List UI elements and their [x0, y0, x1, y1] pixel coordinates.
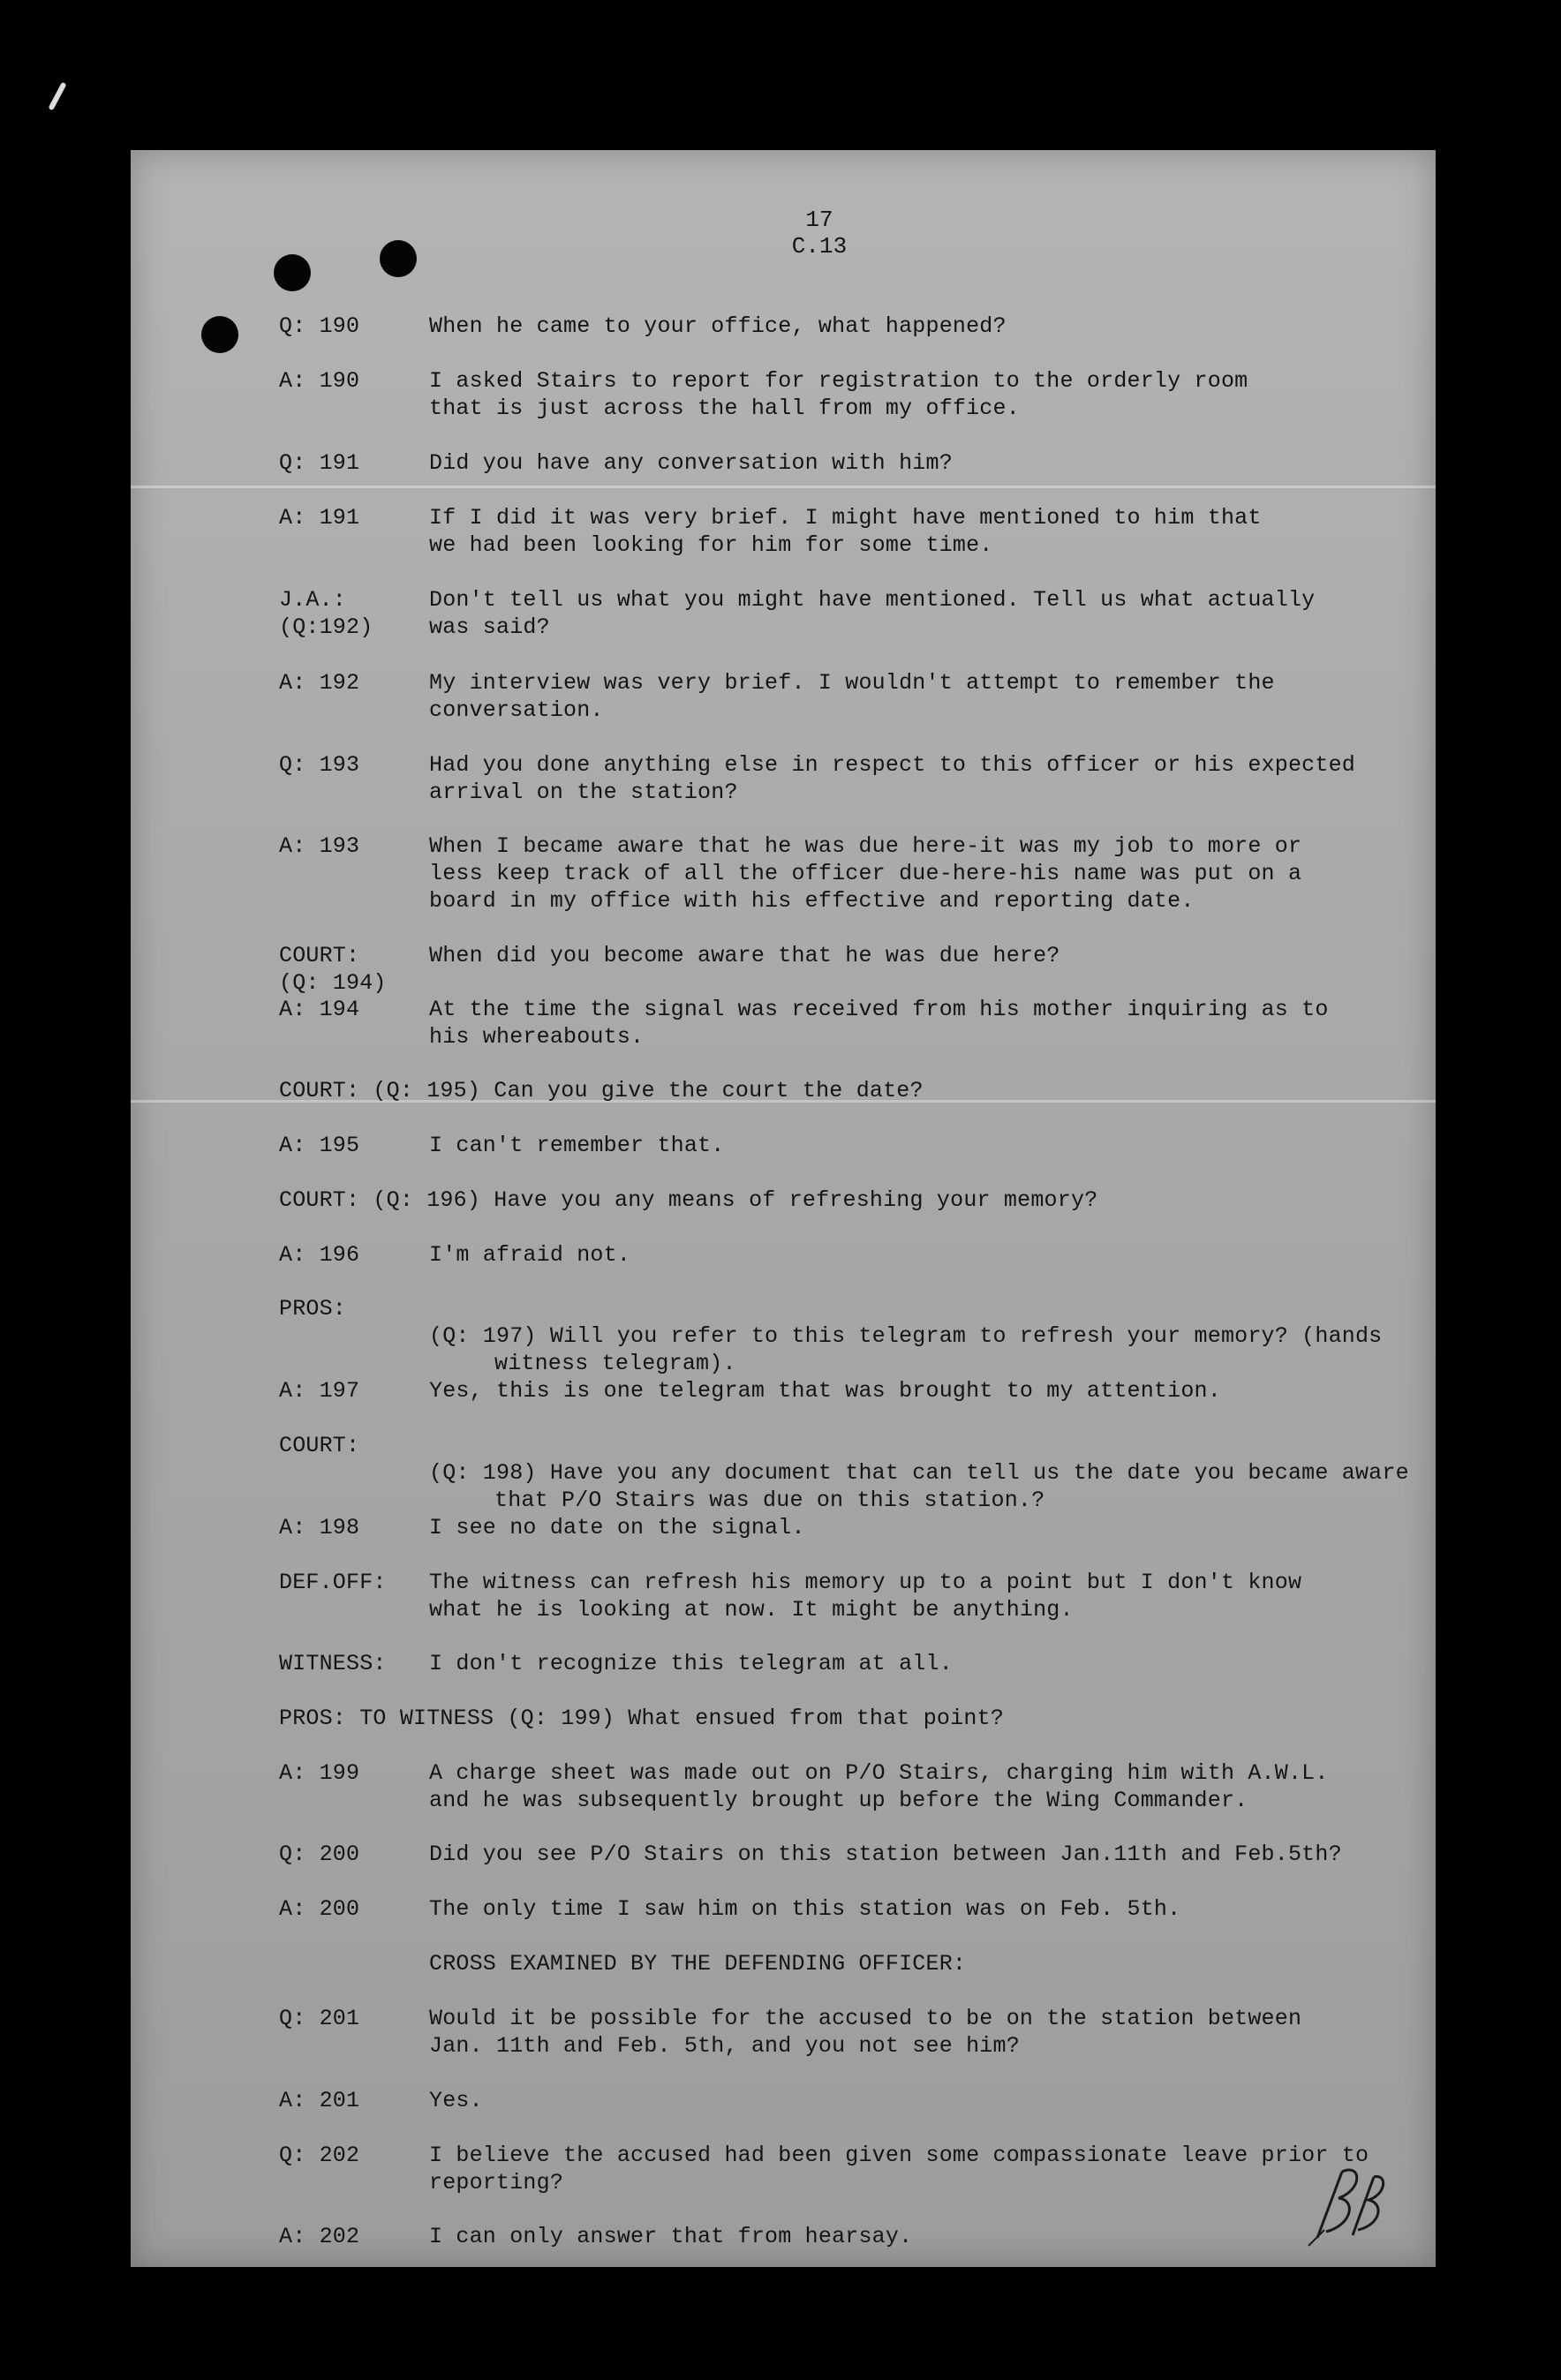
entry-text: Yes, this is one telegram that was brought to my attention. — [429, 1378, 1221, 1404]
transcript-entry — [279, 1895, 1418, 1923]
transcript-entry — [279, 1241, 1418, 1269]
entry-label: Q: 193 — [279, 752, 360, 778]
entry-label: A: 200 — [279, 1896, 360, 1922]
entry-text: PROS: TO WITNESS (Q: 199) What ensued from that point? — [279, 1706, 1004, 1731]
entry-text: The witness can refresh his memory up to a point but I don't know what he is looking at now. It might be anything. — [429, 1570, 1302, 1623]
transcript-entry — [279, 586, 1418, 641]
document-page — [131, 150, 1436, 2267]
transcript-entry — [279, 1186, 1418, 1214]
entry-text-line: (Q: 197) Will you refer to this telegram to refresh your memory? (hands — [429, 1323, 1383, 1349]
handwritten-initials — [1300, 2154, 1397, 2251]
transcript-entry — [279, 832, 1418, 915]
transcript-entry — [279, 1514, 1418, 1541]
entry-label: Q: 191 — [279, 450, 360, 476]
entry-label: COURT: (Q: 194) — [279, 943, 387, 996]
entry-text: When did you become aware that he was due here? — [429, 943, 1060, 968]
entry-text: The only time I saw him on this station was on Feb. 5th. — [429, 1896, 1181, 1922]
entry-text: I can't remember that. — [429, 1133, 725, 1158]
entry-text: COURT: (Q: 195) Can you give the court the date? — [279, 1078, 924, 1103]
entry-text-line: (Q: 198) Have you any document that can tell us the date you became aware — [429, 1460, 1409, 1486]
transcript-entry — [279, 1132, 1418, 1159]
transcript-entry — [279, 1377, 1418, 1405]
transcript-entry — [279, 2005, 1418, 2060]
entry-label: DEF.OFF: — [279, 1570, 387, 1595]
punch-hole — [274, 254, 311, 291]
entry-text: Did you have any conversation with him? — [429, 450, 953, 476]
page-number-sub: C.13 — [791, 233, 848, 260]
transcript-entry — [279, 313, 1418, 340]
transcript-entry — [279, 751, 1418, 806]
entry-text-continuation: witness telegram). — [494, 1351, 736, 1376]
entry-label: A: 198 — [279, 1515, 360, 1540]
entry-text: If I did it was very brief. I might have mentioned to him that we had been looking for him for some time. — [429, 505, 1262, 558]
entry-text: I see no date on the signal. — [429, 1515, 805, 1540]
entry-text: Yes. — [429, 2088, 483, 2113]
entry-text: Don't tell us what you might have mentioned. Tell us what actually was said? — [429, 587, 1316, 640]
entry-text: Had you done anything else in respect to this officer or his expected arrival on the station? — [429, 752, 1355, 805]
transcript-entry — [279, 2087, 1418, 2114]
entry-text: When he came to your office, what happened? — [429, 313, 1007, 339]
entry-text: When I became aware that he was due here-it was my job to more or less keep track of all the officer due-here-his name was put on a board in my office with his effective and reporting date. — [429, 833, 1302, 914]
entry-text: I believe the accused had been given some compassionate leave prior to reporting? — [429, 2143, 1369, 2195]
entry-label: A: 195 — [279, 1133, 360, 1158]
transcript-entry — [279, 1705, 1418, 1732]
transcript-entry — [279, 504, 1418, 559]
transcript-entry — [279, 669, 1418, 724]
entry-label: COURT: — [279, 1433, 360, 1458]
entry-label: WITNESS: — [279, 1651, 387, 1676]
entry-text: I can only answer that from hearsay. — [429, 2224, 913, 2249]
transcript-entry — [279, 1841, 1418, 1868]
entry-text: COURT: (Q: 196) Have you any means of refreshing your memory? — [279, 1187, 1098, 1213]
entry-text: At the time the signal was received from his mother inquiring as to his whereabouts. — [429, 997, 1329, 1050]
page-fold-line — [131, 486, 1436, 488]
transcript-entry — [279, 1077, 1418, 1104]
entry-text: I don't recognize this telegram at all. — [429, 1651, 953, 1676]
entry-label: A: 192 — [279, 670, 360, 696]
entry-label: A: 190 — [279, 368, 360, 394]
entry-text: Would it be possible for the accused to be on the station between Jan. 11th and Feb. 5th, and you not see him? — [429, 2006, 1302, 2059]
entry-label: PROS: — [279, 1296, 347, 1322]
entry-label: Q: 200 — [279, 1841, 360, 1867]
scan-mark — [48, 82, 66, 111]
entry-label: A: 201 — [279, 2088, 360, 2113]
entry-label: Q: 201 — [279, 2006, 360, 2031]
entry-label: A: 197 — [279, 1378, 360, 1404]
entry-text: I'm afraid not. — [429, 1242, 631, 1268]
entry-text-continuation: that P/O Stairs was due on this station.? — [494, 1488, 1045, 1513]
transcript-entry — [279, 449, 1418, 477]
entry-text: Did you see P/O Stairs on this station between Jan.11th and Feb.5th? — [429, 1841, 1342, 1867]
entry-label: A: 193 — [279, 833, 360, 859]
entry-label: A: 199 — [279, 1760, 360, 1786]
transcript-entry — [279, 2142, 1418, 2196]
section-heading-text: CROSS EXAMINED BY THE DEFENDING OFFICER: — [429, 1951, 967, 1977]
entry-text: My interview was very brief. I wouldn't attempt to remember the conversation. — [429, 670, 1275, 723]
page-number — [784, 207, 855, 260]
transcript-entry — [279, 942, 1418, 996]
transcript-entry — [279, 367, 1418, 422]
section-heading — [279, 1950, 1418, 1977]
entry-label: Q: 202 — [279, 2143, 360, 2168]
entry-label: A: 202 — [279, 2224, 360, 2249]
transcript-entry — [279, 2223, 1418, 2250]
punch-hole — [380, 240, 417, 277]
entry-text: I asked Stairs to report for registration to the orderly room that is just across the hall from my office. — [429, 368, 1248, 421]
page-number-main: 17 — [805, 207, 833, 233]
entry-label: J.A.: (Q:192) — [279, 587, 373, 640]
transcript-entry — [279, 1650, 1418, 1677]
entry-label: A: 191 — [279, 505, 360, 531]
entry-label: Q: 190 — [279, 313, 360, 339]
transcript-entry — [279, 1759, 1418, 1814]
entry-text: A charge sheet was made out on P/O Stairs, charging him with A.W.L. and he was subsequently brought up before the Wing Commander. — [429, 1760, 1329, 1813]
entry-label: A: 196 — [279, 1242, 360, 1268]
transcript-entry — [279, 996, 1418, 1051]
transcript-entry — [279, 1569, 1418, 1623]
punch-hole — [201, 316, 238, 353]
entry-label: A: 194 — [279, 997, 360, 1022]
